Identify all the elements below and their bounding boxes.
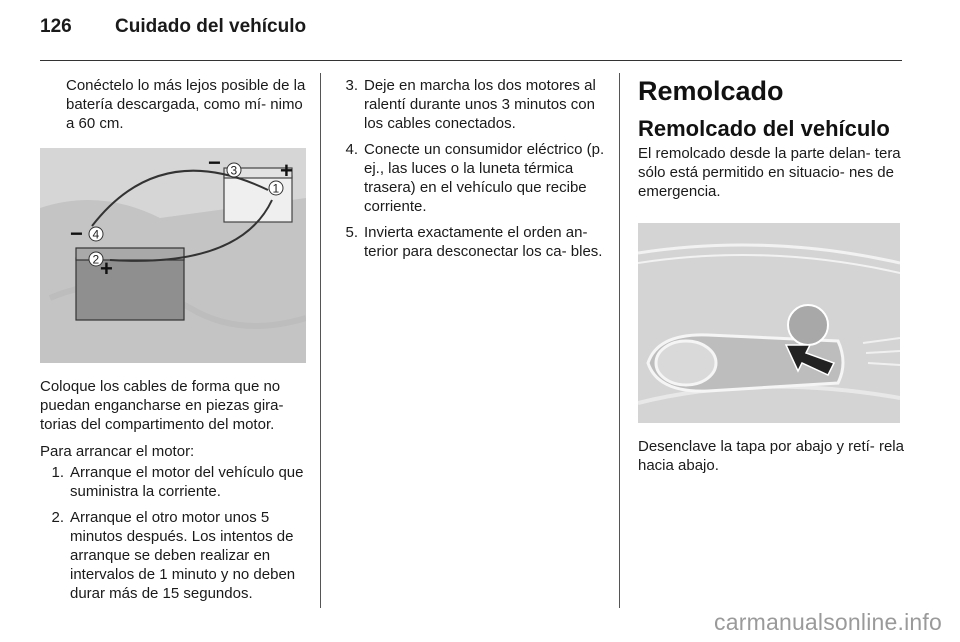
- start-engine-paragraph: Para arrancar el motor:: [40, 443, 195, 460]
- column-3: [638, 76, 906, 475]
- towing-paragraph: El remolcado desde la parte delan‐ tera sólo está permitido en situacio‐ nes de emergencia.: [638, 145, 901, 200]
- intro-paragraph: Conéctelo lo más lejos posible de la batería descargada, como mí‐ nimo a 60 cm.: [66, 77, 306, 132]
- minus-sign-icon-2: −: [70, 221, 83, 246]
- list-item: 1. Arranque el motor del vehículo que suministra la corriente.: [51, 464, 304, 500]
- list-item: 4. Conecte un consumidor eléctrico (p. ej., las luces o la luneta térmica trasera) en el vehículo que recibe corriente.: [345, 141, 605, 215]
- callout-2: 2: [92, 252, 100, 267]
- plus-sign-icon: +: [280, 158, 293, 183]
- column-divider-1: [320, 73, 321, 608]
- battery-jump-cables-illustration: [40, 148, 306, 363]
- header-divider: [40, 60, 902, 61]
- column-1: [40, 76, 308, 610]
- section-heading: Remolcado: [638, 76, 784, 106]
- steps-list-1: [40, 463, 308, 603]
- column-divider-2: [619, 73, 620, 608]
- watermark: carmanualsonline.info: [714, 609, 942, 635]
- callout-3: 3: [230, 163, 238, 178]
- plus-sign-icon-2: +: [100, 256, 113, 281]
- callout-4: 4: [92, 227, 100, 242]
- cables-paragraph: Coloque los cables de forma que no puedan engancharse en piezas gira‐ torias del compartimento del motor.: [40, 378, 284, 433]
- subsection-heading: Remolcado del vehículo: [638, 116, 890, 141]
- list-item: 5. Invierta exactamente el orden an‐ terior para desconectar los ca‐ bles.: [345, 224, 603, 260]
- list-item: 3. Deje en marcha los dos motores al ralentí durante unos 3 minutos con los cables conectados.: [345, 77, 596, 132]
- steps-list-2: [338, 76, 606, 261]
- page-number: 126: [40, 16, 72, 37]
- callout-1: 1: [272, 181, 280, 196]
- page-title: Cuidado del vehículo: [115, 16, 307, 37]
- bumper-cover-arrow-illustration: [638, 223, 900, 423]
- remove-cover-paragraph: Desenclave la tapa por abajo y retí‐ rela hacia abajo.: [638, 438, 904, 474]
- minus-sign-icon: −: [208, 150, 221, 175]
- cover-cap: [788, 305, 828, 345]
- column-2: [338, 76, 606, 268]
- list-item: 2. Arranque el otro motor unos 5 minutos después. Los intentos de arranque se deben realizar en intervalos de 1 minuto y no deben durar más de 15 segundos.: [51, 509, 296, 602]
